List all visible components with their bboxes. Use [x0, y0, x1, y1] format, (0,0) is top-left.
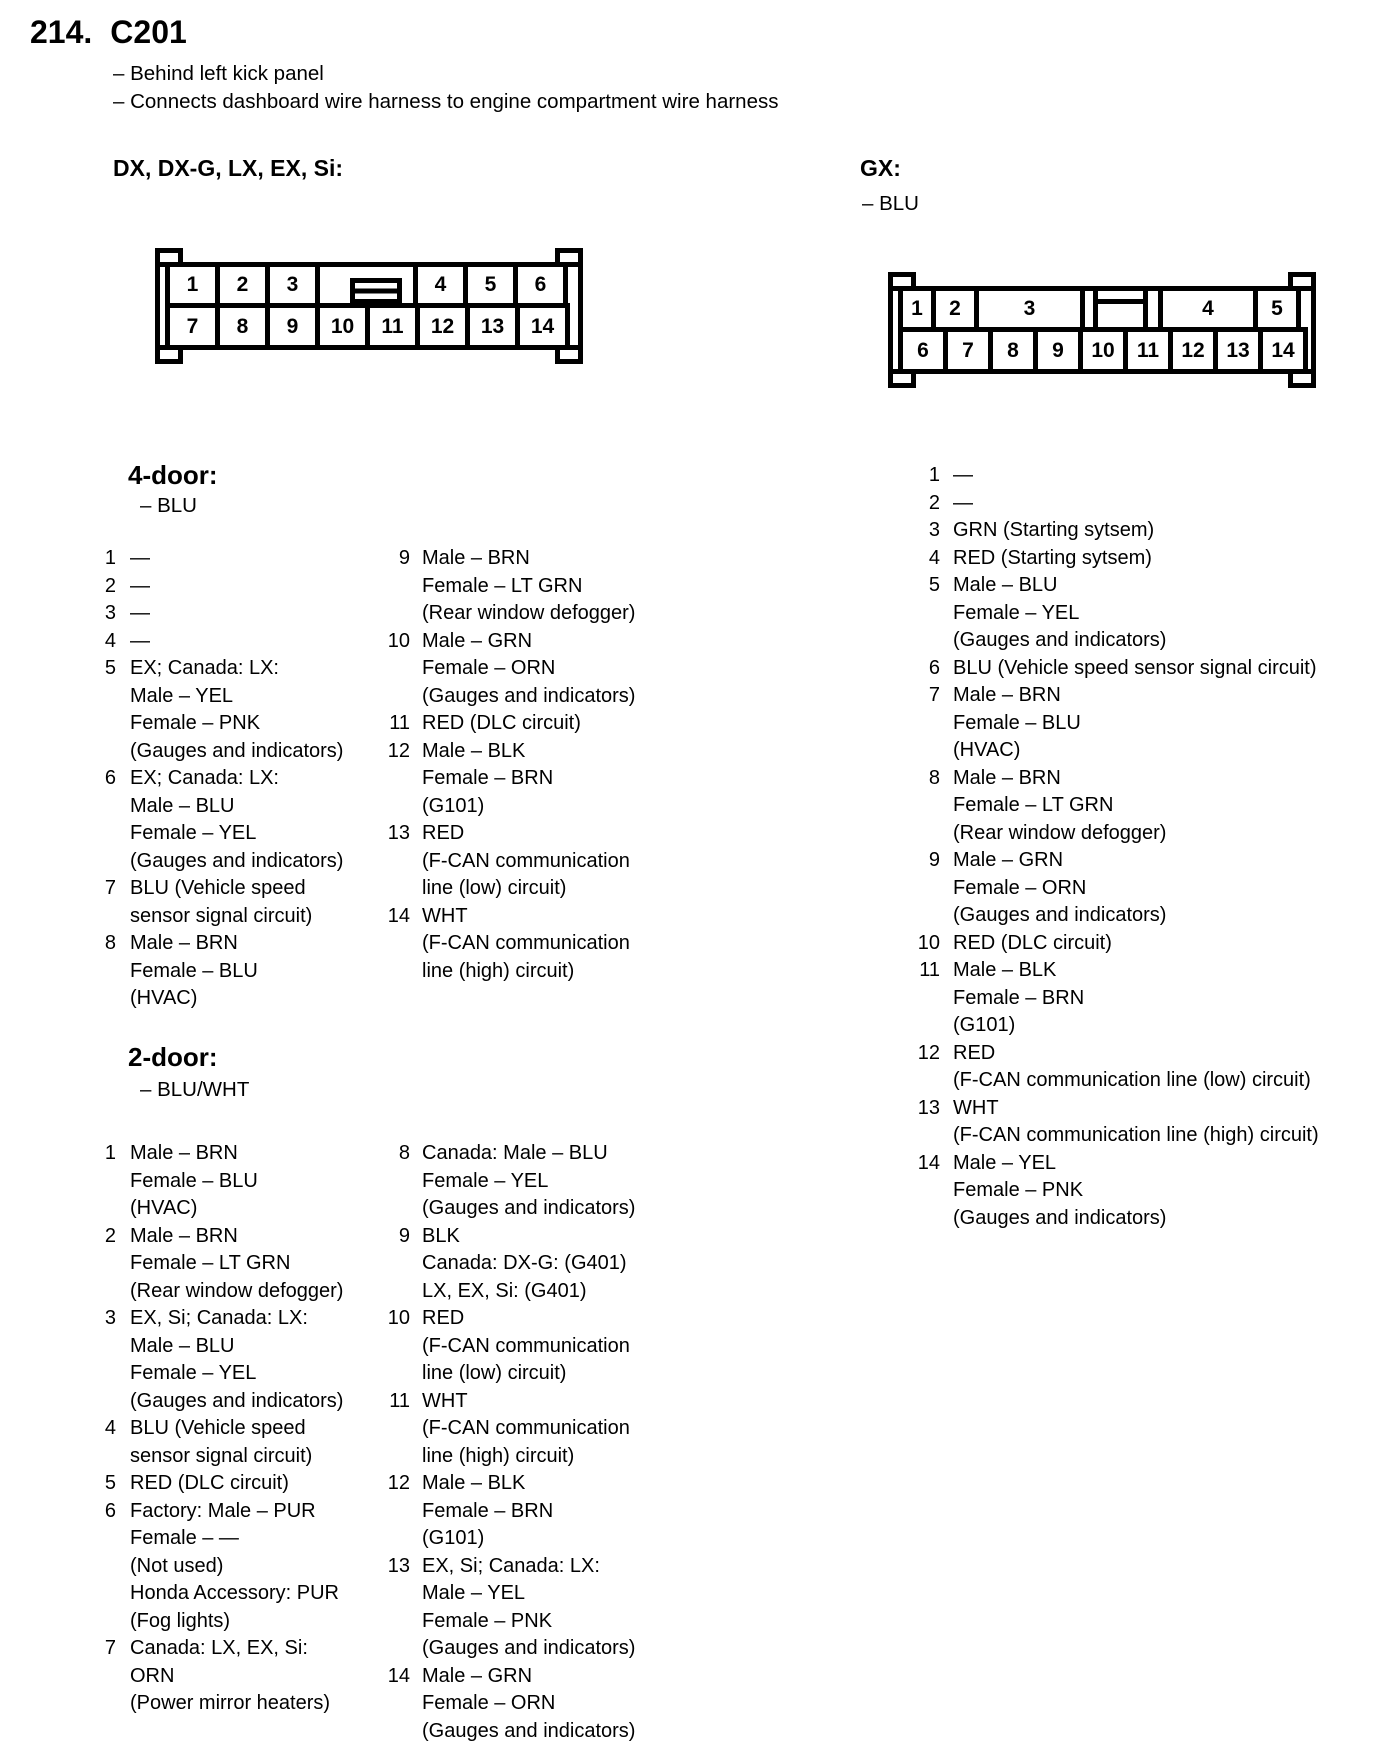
pin-description [953, 847, 1378, 930]
pin-text-line: Male – BRN [953, 684, 1061, 706]
pin-description [953, 957, 1378, 1040]
pin-description [130, 1140, 378, 1223]
pin-description [130, 573, 378, 601]
pin-item [368, 1388, 688, 1471]
pin-cell: 6 [513, 262, 568, 308]
pin-description [953, 1150, 1378, 1233]
pin-text-line: Female – BRN [422, 767, 554, 789]
pin-text-line: Female – YEL [953, 601, 1080, 624]
pin-text-line: Canada: DX-G: (G401) [422, 1252, 627, 1274]
pin-number: 12 [387, 1472, 410, 1494]
pin-description [422, 738, 688, 821]
pin-text-line: Canada: Male – BLU [422, 1142, 608, 1164]
pin-number: 12 [917, 1041, 940, 1064]
four-door-col2-list [368, 545, 688, 985]
pin-cell: 10 [315, 303, 370, 350]
pin-text-line: (F-CAN communication line (low) circuit) [953, 1069, 1311, 1091]
pin-number: 11 [389, 712, 410, 734]
page-title [30, 14, 187, 51]
pin-text-line: EX; Canada: LX: [130, 657, 279, 679]
pin-text-line: Male – BRN [130, 1224, 238, 1247]
pin-cell: 11 [1123, 327, 1173, 374]
pin-text-line: RED (DLC circuit) [953, 931, 1112, 954]
pin-number: 14 [917, 1151, 940, 1174]
pin-text-line: BLU (Vehicle speed [130, 877, 306, 899]
pin-description [953, 1040, 1378, 1095]
pin-text-line: ORN [130, 1664, 175, 1687]
pin-item [88, 1305, 378, 1415]
pin-cell: 14 [515, 303, 570, 350]
pin-item [898, 1150, 1378, 1233]
pin-description [130, 1305, 378, 1415]
pin-text-line: WHT [953, 1096, 999, 1119]
pin-item [898, 572, 1378, 655]
four-door-col1-list [88, 545, 378, 1013]
pin-text-line: — [130, 547, 150, 569]
pin-text-line: RED (Starting sytsem) [953, 546, 1152, 569]
pin-description [422, 1663, 688, 1746]
pin-text-line: (Rear window defogger) [953, 821, 1167, 844]
pin-item [368, 545, 688, 628]
pin-text-line: (Gauges and indicators) [953, 629, 1167, 651]
keyway-slot [1093, 286, 1148, 332]
pin-text-line: Male – BRN [953, 766, 1061, 789]
pin-text-line: line (high) circuit) [422, 1444, 575, 1467]
pin-text-line: RED (DLC circuit) [130, 1472, 289, 1494]
pin-number: 9 [398, 1224, 410, 1247]
pin-item [88, 930, 378, 1013]
two-door-col1-list [88, 1140, 378, 1718]
pin-cell: 4 [1158, 286, 1258, 332]
pin-number: 7 [104, 1637, 116, 1659]
pin-number: 6 [104, 1499, 116, 1522]
pin-cell: 3 [974, 286, 1085, 332]
pin-text-line: LX, EX, Si: (G401) [422, 1279, 587, 1302]
pin-text-line: Male – BLK [422, 1472, 526, 1494]
pin-text-line: GRN (Starting sytsem) [953, 519, 1155, 541]
pin-text-line: Male – BLU [130, 794, 235, 817]
pin-cell: 7 [165, 303, 220, 350]
pin-number: 1 [928, 464, 940, 486]
connector-corner-tab [1288, 272, 1316, 286]
pin-text-line: EX; Canada: LX: [130, 767, 279, 789]
pin-cell: 12 [415, 303, 470, 350]
pin-text-line: sensor signal circuit) [130, 1444, 313, 1467]
pin-description [953, 930, 1378, 958]
pin-text-line: BLU (Vehicle speed [130, 1417, 306, 1439]
connector-diagram-gx [888, 272, 1316, 388]
pin-number: 3 [104, 602, 116, 624]
pin-text-line: (Rear window defogger) [130, 1279, 344, 1302]
pin-item [88, 655, 378, 765]
pin-item [368, 1305, 688, 1388]
pin-description [130, 1635, 378, 1718]
pin-text-line: Female – ORN [953, 876, 1087, 899]
four-door-heading: 4-door: [128, 460, 218, 490]
pin-text-line: (Gauges and indicators) [422, 1719, 636, 1742]
pin-text-line: Female – PNK [953, 1179, 1084, 1201]
pin-text-line: Male – BRN [130, 1142, 238, 1164]
pin-text-line: Female – BLU [130, 1169, 258, 1192]
pin-item [898, 930, 1378, 958]
pin-text-line: (Gauges and indicators) [953, 1206, 1167, 1229]
pin-item [88, 1498, 378, 1636]
pin-text-line: Male – YEL [422, 1582, 526, 1604]
pin-text-line: WHT [422, 904, 468, 927]
note-line: – Behind left kick panel [113, 62, 324, 85]
pin-text-line: (F-CAN communication [422, 1334, 630, 1357]
connector-corner-tab [155, 248, 183, 262]
pin-number: 13 [387, 822, 410, 844]
pin-text-line: Female – LT GRN [130, 1252, 291, 1274]
pin-text-line: Male – YEL [953, 1151, 1057, 1174]
pin-text-line: line (low) circuit) [422, 1362, 567, 1384]
pin-text-line: Female – — [130, 1527, 239, 1549]
pin-text-line: (Gauges and indicators) [953, 904, 1167, 926]
trim-heading-dx: DX, DX-G, LX, EX, Si: [113, 155, 344, 181]
pin-cell: 6 [898, 327, 948, 374]
pin-text-line: (G101) [953, 1014, 1016, 1036]
pin-number: 6 [104, 767, 116, 789]
pin-number: 12 [387, 739, 410, 762]
pin-item [368, 903, 688, 986]
pin-description [422, 903, 688, 986]
pin-description [422, 1305, 688, 1388]
pin-text-line: Male – YEL [130, 684, 234, 707]
page-title-number: 214. [30, 14, 93, 50]
pin-text-line: Male – GRN [422, 1664, 533, 1687]
pin-item [898, 765, 1378, 848]
pin-item [88, 1635, 378, 1718]
pin-item [88, 600, 378, 628]
pin-item [898, 1095, 1378, 1150]
pin-description [953, 462, 1378, 490]
pin-text-line: Female – YEL [130, 822, 257, 844]
gx-pin-list [898, 462, 1378, 1232]
pin-number: 11 [389, 1389, 410, 1412]
keyway-ridge [355, 289, 397, 294]
pin-number: 14 [387, 1664, 410, 1687]
pin-description [130, 930, 378, 1013]
pin-text-line: BLU (Vehicle speed sensor signal circuit) [953, 656, 1317, 679]
pin-description [422, 545, 688, 628]
pin-cell: 4 [413, 262, 468, 308]
pin-item [898, 847, 1378, 930]
pin-text-line: Male – BLU [953, 574, 1058, 596]
pin-item [898, 682, 1378, 765]
pin-cell: 7 [943, 327, 993, 374]
pin-description [953, 545, 1378, 573]
pin-text-line: Female – BRN [422, 1499, 554, 1522]
pin-text-line: (Gauges and indicators) [130, 739, 344, 762]
pin-text-line: — [130, 629, 150, 652]
connector-corner-tab [888, 374, 916, 388]
pin-item [368, 710, 688, 738]
pin-item [88, 875, 378, 930]
pin-text-line: (Power mirror heaters) [130, 1692, 331, 1714]
pin-number: 14 [387, 904, 410, 927]
pin-number: 8 [398, 1142, 410, 1164]
pin-number: 8 [104, 932, 116, 954]
pin-text-line: — [953, 464, 973, 486]
pin-description [130, 765, 378, 875]
pin-description [953, 765, 1378, 848]
pin-number: 4 [928, 546, 940, 569]
pin-number: 3 [928, 519, 940, 541]
pin-number: 2 [104, 574, 116, 597]
pin-cell: 8 [215, 303, 270, 350]
pin-text-line: Female – LT GRN [953, 794, 1114, 816]
pin-number: 6 [928, 656, 940, 679]
pin-text-line: Canada: LX, EX, Si: [130, 1637, 308, 1659]
pin-number: 9 [928, 849, 940, 871]
pin-number: 1 [104, 547, 116, 569]
pin-text-line: Male – BRN [130, 932, 238, 954]
pin-text-line: RED [953, 1041, 996, 1064]
pin-description [953, 490, 1378, 518]
pin-text-line: (Gauges and indicators) [422, 1197, 636, 1219]
pin-text-line: Male – GRN [953, 849, 1064, 871]
pin-item [898, 545, 1378, 573]
connector-corner-tab [555, 248, 583, 262]
pin-description [422, 1223, 688, 1306]
gx-color-subheading: – BLU [862, 192, 919, 215]
pin-cell: 8 [988, 327, 1038, 374]
pin-text-line: (HVAC) [130, 1197, 198, 1219]
pin-text-line: line (high) circuit) [422, 959, 575, 982]
pin-text-line: Factory: Male – PUR [130, 1499, 316, 1522]
pin-text-line: Male – BLU [130, 1334, 235, 1357]
pin-text-line: — [130, 574, 150, 597]
pin-number: 5 [104, 1472, 116, 1494]
pin-description [130, 628, 378, 656]
pin-text-line: (F-CAN communication [422, 849, 630, 872]
pin-text-line: RED [422, 1307, 465, 1329]
pin-cell: 1 [165, 262, 220, 308]
pin-number: 4 [104, 629, 116, 652]
pin-number: 5 [104, 657, 116, 679]
pin-item [88, 628, 378, 656]
pin-item [88, 1470, 378, 1498]
pin-description [953, 572, 1378, 655]
pin-text-line: Male – GRN [422, 629, 533, 652]
pin-description [130, 600, 378, 628]
pin-item [898, 957, 1378, 1040]
pin-text-line: Male – BRN [422, 547, 530, 569]
pin-item [368, 738, 688, 821]
pin-number: 13 [917, 1096, 940, 1119]
pin-text-line: Female – PNK [422, 1609, 553, 1632]
pin-item [898, 462, 1378, 490]
pin-item [88, 1140, 378, 1223]
pin-text-line: — [130, 602, 150, 624]
pin-text-line: Female – BLU [953, 711, 1081, 734]
pin-text-line: (F-CAN communication line (high) circuit) [953, 1124, 1319, 1146]
four-door-color-subheading: – BLU [140, 494, 197, 517]
pin-item [368, 1470, 688, 1553]
two-door-col2-list [368, 1140, 688, 1745]
pin-text-line: (G101) [422, 794, 485, 817]
pin-text-line: Female – YEL [422, 1169, 549, 1192]
keyway-slot [350, 278, 402, 304]
pin-item [88, 545, 378, 573]
pin-description [953, 517, 1378, 545]
note-line: – Connects dashboard wire harness to engine compartment wire harness [113, 89, 779, 113]
pin-text-line: RED [422, 822, 465, 844]
pin-number: 7 [104, 877, 116, 899]
pin-cell: 1 [898, 286, 936, 332]
pin-number: 3 [104, 1307, 116, 1329]
pin-number: 1 [104, 1142, 116, 1164]
pin-description [130, 655, 378, 765]
page-title-code: C201 [110, 14, 187, 50]
pin-cell: 14 [1258, 327, 1308, 374]
pin-description [130, 1470, 378, 1498]
connector-diagram-dx [155, 248, 583, 364]
pin-text-line: — [953, 491, 973, 514]
connector-corner-tab [888, 272, 916, 286]
pin-item [88, 1223, 378, 1306]
pin-description [130, 1415, 378, 1470]
pin-number: 7 [928, 684, 940, 706]
pin-item [88, 1415, 378, 1470]
pin-cell: 5 [463, 262, 518, 308]
pin-description [130, 1498, 378, 1636]
pin-number: 5 [928, 574, 940, 596]
pin-text-line: RED (DLC circuit) [422, 712, 581, 734]
pin-text-line: Female – PNK [130, 712, 261, 734]
pin-cell: 2 [931, 286, 979, 332]
connector-corner-tab [555, 350, 583, 364]
pin-item [368, 628, 688, 711]
pin-text-line: Female – ORN [422, 1692, 556, 1714]
pin-description [422, 820, 688, 903]
pin-item [368, 1663, 688, 1746]
pin-text-line: WHT [422, 1389, 468, 1412]
pin-description [422, 1140, 688, 1223]
pin-cell: 12 [1168, 327, 1218, 374]
pin-cell: 2 [215, 262, 270, 308]
pin-text-line: line (low) circuit) [422, 877, 567, 899]
pin-description [130, 545, 378, 573]
two-door-heading: 2-door: [128, 1042, 218, 1072]
pin-text-line: (G101) [422, 1527, 485, 1549]
pin-description [130, 875, 378, 930]
pin-cell: 9 [265, 303, 320, 350]
pin-description [953, 1095, 1378, 1150]
trim-heading-gx: GX: [860, 155, 901, 181]
pin-text-line: (Fog lights) [130, 1609, 231, 1632]
two-door-color-subheading: – BLU/WHT [140, 1078, 250, 1101]
pin-number: 2 [928, 491, 940, 514]
pin-item [368, 1223, 688, 1306]
pin-text-line: Male – BLK [953, 959, 1057, 981]
pin-text-line: sensor signal circuit) [130, 904, 313, 927]
pin-text-line: EX, Si; Canada: LX: [130, 1307, 308, 1329]
pin-text-line: (Gauges and indicators) [422, 1637, 636, 1659]
pin-number: 2 [104, 1224, 116, 1247]
pin-number: 4 [104, 1417, 116, 1439]
pin-item [368, 1553, 688, 1663]
pin-description [422, 1388, 688, 1471]
pin-text-line: (Not used) [130, 1554, 224, 1577]
pin-item [368, 820, 688, 903]
pin-number: 8 [928, 766, 940, 789]
pin-text-line: Female – BLU [130, 959, 258, 982]
pin-text-line: Female – YEL [130, 1362, 257, 1384]
pin-description [953, 682, 1378, 765]
pin-cell: 3 [265, 262, 320, 308]
pin-cell: 11 [365, 303, 420, 350]
pin-number: 10 [917, 931, 940, 954]
pin-text-line: (Gauges and indicators) [130, 849, 344, 872]
pin-item [88, 765, 378, 875]
keyway-ridge [1098, 299, 1143, 304]
pin-description [422, 628, 688, 711]
pin-item [88, 573, 378, 601]
pin-text-line: Male – BLK [422, 739, 526, 762]
pin-cell: 10 [1078, 327, 1128, 374]
pin-number: 13 [387, 1554, 410, 1577]
pin-number: 11 [919, 959, 940, 981]
pin-cell: 5 [1253, 286, 1301, 332]
pin-number: 10 [387, 629, 410, 652]
pin-cell: 13 [1213, 327, 1263, 374]
pin-text-line: (HVAC) [953, 739, 1021, 761]
pin-description [422, 1553, 688, 1663]
pin-item [898, 517, 1378, 545]
connector-corner-tab [155, 350, 183, 364]
pin-text-line: (Rear window defogger) [422, 602, 636, 624]
connector-notes [113, 60, 778, 115]
pin-item [898, 1040, 1378, 1095]
pin-description [130, 1223, 378, 1306]
pin-text-line: (Gauges and indicators) [422, 684, 636, 707]
pin-description [422, 1470, 688, 1553]
pin-text-line: (HVAC) [130, 987, 198, 1009]
pin-description [422, 710, 688, 738]
pin-text-line: Female – BRN [953, 986, 1085, 1009]
pin-text-line: (F-CAN communication [422, 932, 630, 954]
pin-cell: 13 [465, 303, 520, 350]
pin-item [368, 1140, 688, 1223]
pin-description [953, 655, 1378, 683]
pin-item [898, 490, 1378, 518]
pin-text-line: (Gauges and indicators) [130, 1389, 344, 1412]
pin-number: 10 [387, 1307, 410, 1329]
pin-number: 9 [398, 547, 410, 569]
pin-text-line: Female – ORN [422, 657, 556, 679]
connector-corner-tab [1288, 374, 1316, 388]
pin-item [898, 655, 1378, 683]
pin-text-line: (F-CAN communication [422, 1417, 630, 1439]
pin-text-line: Honda Accessory: PUR [130, 1582, 339, 1604]
pin-cell: 9 [1033, 327, 1083, 374]
pin-text-line: Female – LT GRN [422, 574, 583, 597]
pin-text-line: BLK [422, 1224, 460, 1247]
pin-text-line: EX, Si; Canada: LX: [422, 1554, 600, 1577]
